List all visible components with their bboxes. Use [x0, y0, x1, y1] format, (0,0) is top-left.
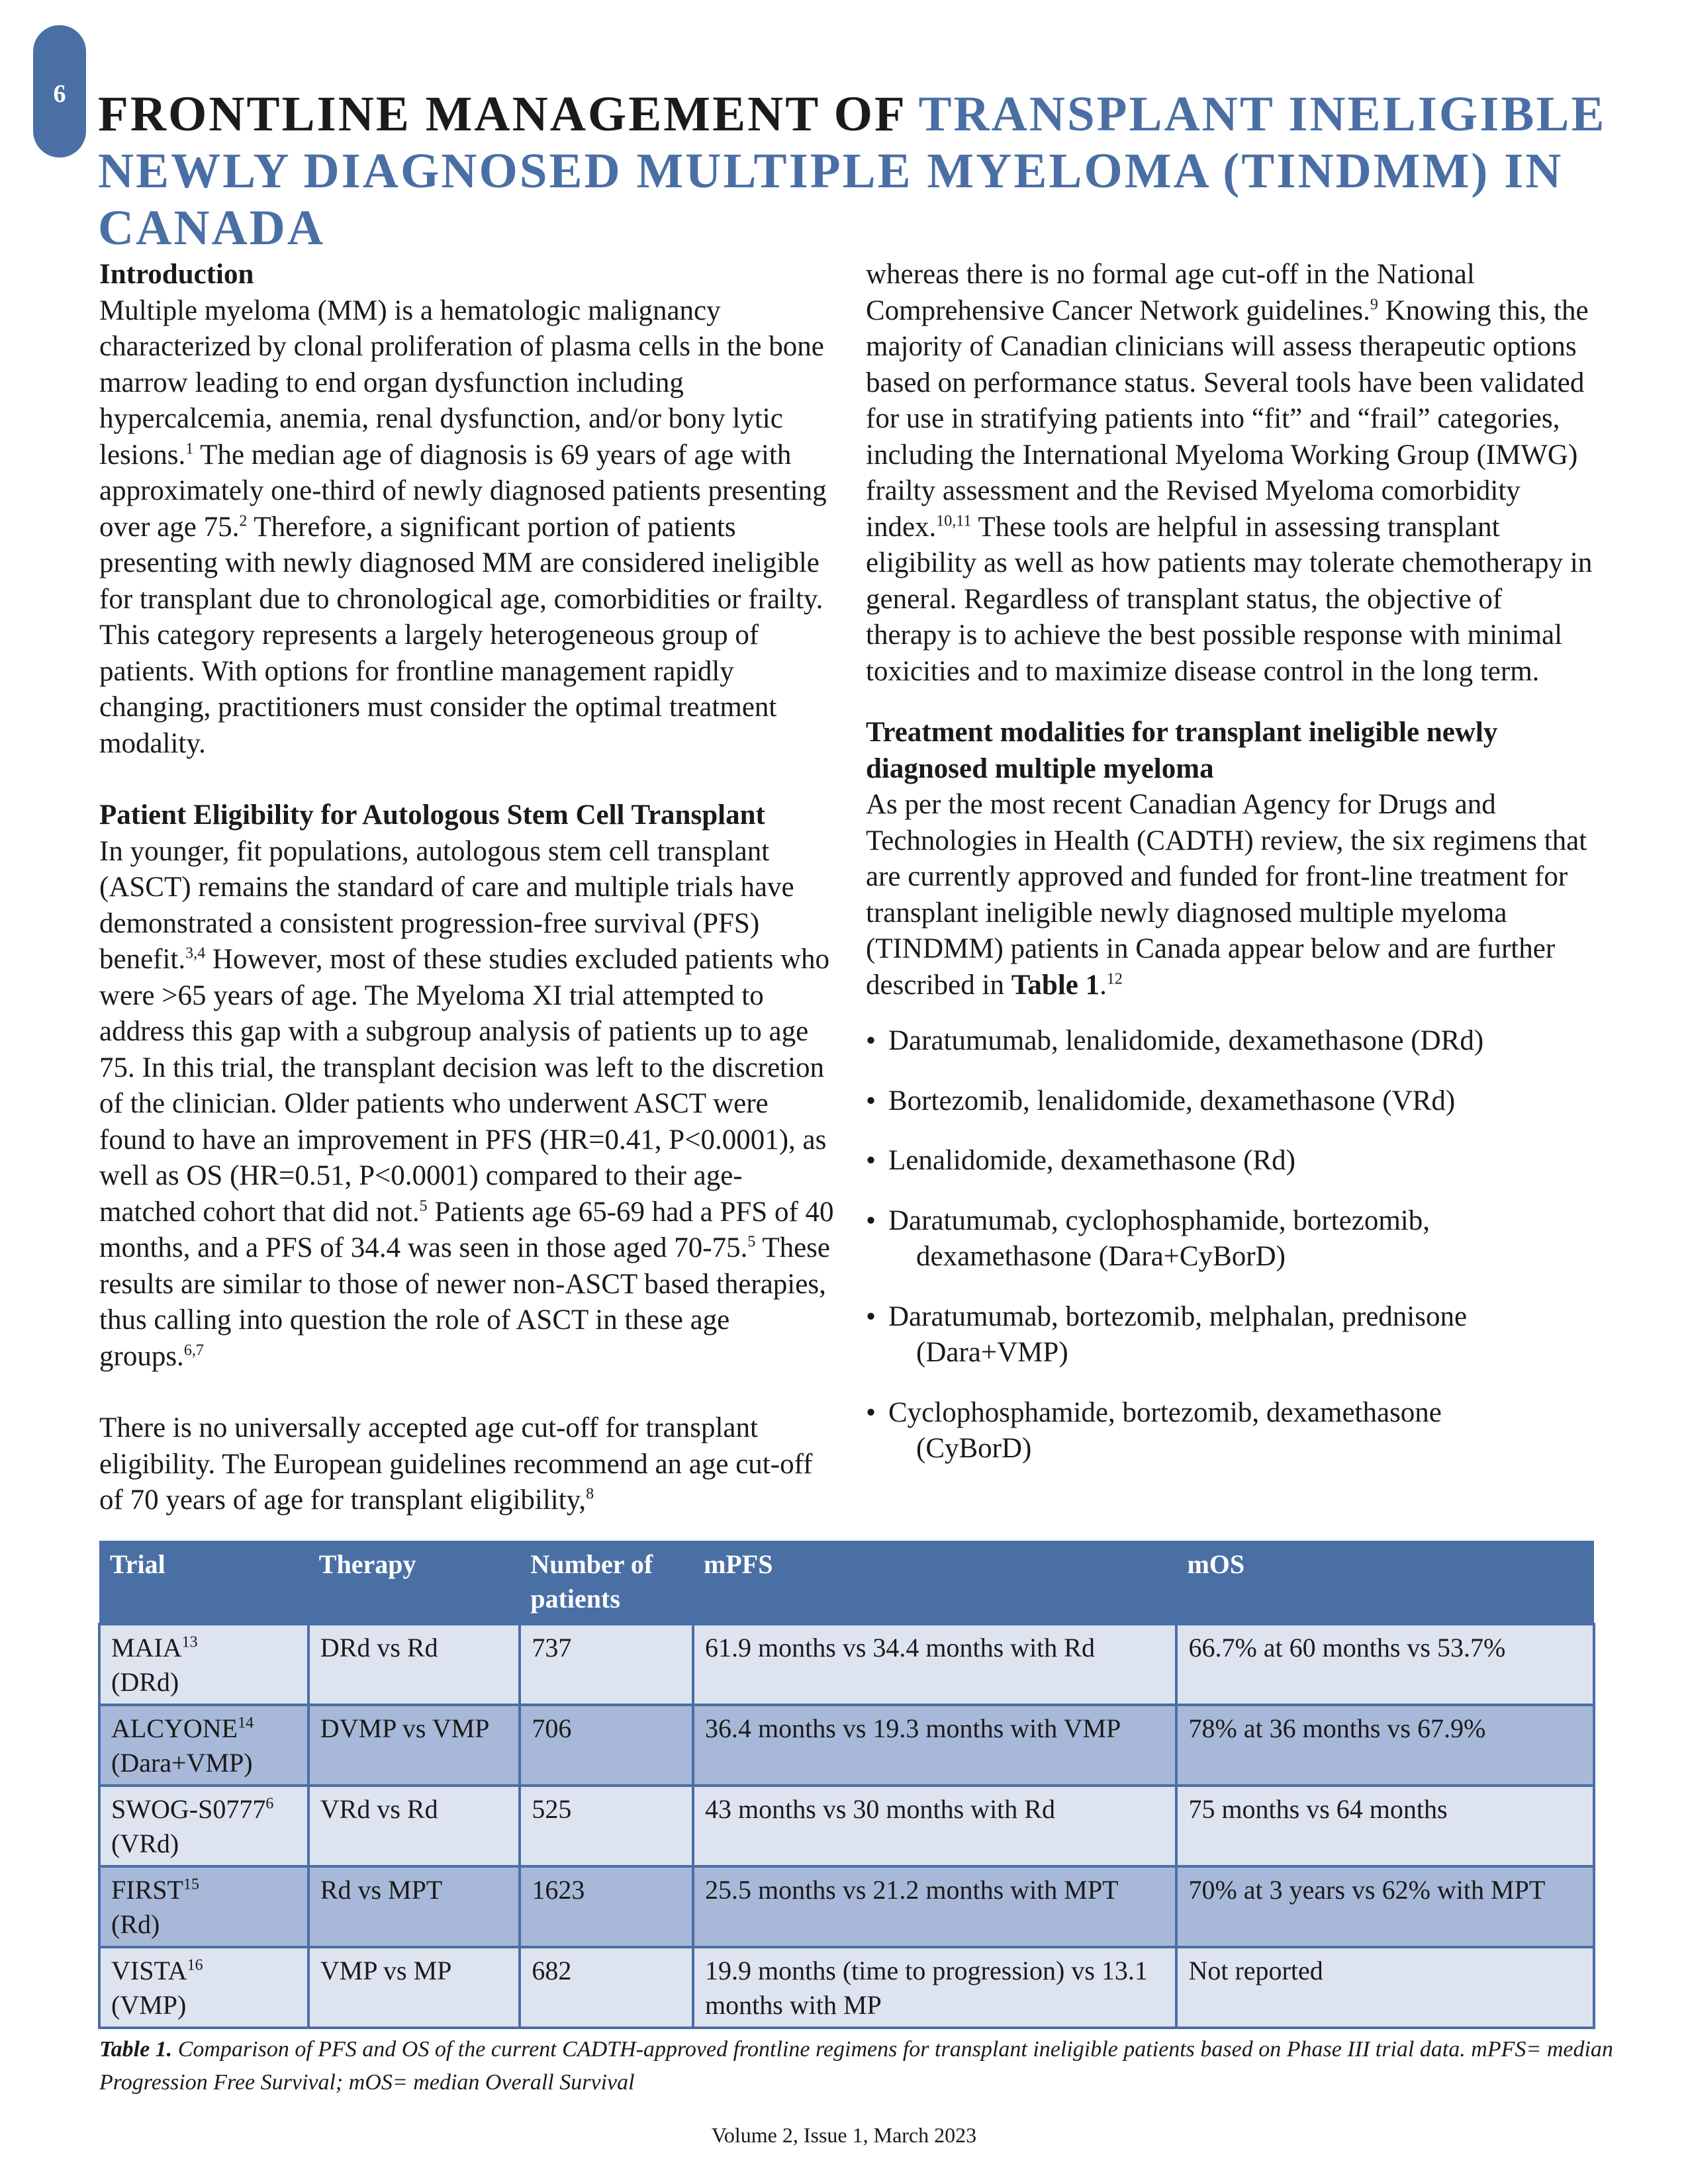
trial-comparison-table — [98, 1541, 1595, 2029]
trial-name: MAIA — [111, 1633, 182, 1662]
regimen-list-item — [866, 1395, 1594, 1467]
bullet-icon: • — [866, 1300, 876, 1332]
trial-name: FIRST — [111, 1875, 183, 1905]
eligibility-text-c: Patients age 65-69 had a PFS of 40 months, and a PFS of 34.4 was seen in those aged 70-75. — [99, 1196, 834, 1263]
cell-trial — [99, 1947, 308, 2028]
cell-trial — [99, 1866, 308, 1947]
trial-name: VISTA — [111, 1956, 187, 1985]
regimen-text: Daratumumab, bortezomib, melphalan, prednisone — [888, 1300, 1468, 1332]
table-header-row — [99, 1541, 1594, 1624]
intro-text-c: Therefore, a significant portion of patients presenting with newly diagnosed MM are considered ineligible for transplant due to chronological age, comorbidities or frailty. This category represents a largely heterogeneous group of patients. With options for frontline management rapidly changing, practitioners must consider the optimal treatment modality. — [99, 511, 823, 759]
trial-name: SWOG-S0777 — [111, 1794, 266, 1824]
cell-mos: Not reported — [1176, 1947, 1594, 2028]
header-mpfs: mPFS — [693, 1541, 1176, 1624]
citation: 10,11 — [936, 512, 972, 530]
modalities-paragraph — [866, 787, 1594, 1003]
cell-mpfs: 61.9 months vs 34.4 months with Rd — [693, 1624, 1176, 1705]
bullet-icon: • — [866, 1396, 876, 1428]
cell-number: 706 — [520, 1705, 693, 1786]
page-number: 6 — [53, 80, 66, 108]
cell-mos: 66.7% at 60 months vs 53.7% — [1176, 1624, 1594, 1705]
cell-trial — [99, 1705, 308, 1786]
intro-heading: Introduction — [99, 259, 254, 290]
citation: 2 — [239, 512, 248, 530]
regimen-text: Lenalidomide, dexamethasone (Rd) — [888, 1145, 1295, 1176]
citation: 16 — [187, 1956, 203, 1974]
cell-mos: 78% at 36 months vs 67.9% — [1176, 1705, 1594, 1786]
regimen-text: Daratumumab, cyclophosphamide, bortezomib, — [888, 1205, 1430, 1236]
regimen-list — [866, 1023, 1594, 1467]
cell-trial — [99, 1624, 308, 1705]
eligibility-paragraph-2-continued — [866, 257, 1594, 690]
trial-regimen: (Rd) — [111, 1909, 160, 1939]
header-trial: Trial — [99, 1541, 308, 1624]
regimen-list-item — [866, 1143, 1594, 1179]
modalities-text: As per the most recent Canadian Agency for Drugs and Technologies in Health (CADTH) review, the six regimens that are currently approved and funded for front-line treatment for transplant ineligible newly diagnosed multiple myeloma (TINDMM) patients in Canada appear below and are further described in — [866, 789, 1587, 1001]
eligibility-text-a: In younger, fit populations, autologous stem cell transplant (ASCT) remains the standard of care and multiple trials have demonstrated a consistent progression-free survival (PFS) benefit. — [99, 835, 794, 975]
intro-paragraph — [99, 293, 834, 762]
cell-mpfs: 36.4 months vs 19.3 months with VMP — [693, 1705, 1176, 1786]
cell-therapy: Rd vs MPT — [308, 1866, 520, 1947]
header-number-of-patients: Number of patients — [520, 1541, 693, 1624]
table-reference: Table 1 — [1011, 969, 1100, 1001]
citation: 8 — [586, 1485, 594, 1503]
cell-therapy: DVMP vs VMP — [308, 1705, 520, 1786]
cell-number: 525 — [520, 1786, 693, 1866]
citation: 12 — [1106, 970, 1123, 988]
table-caption — [99, 2033, 1622, 2099]
regimen-text: Daratumumab, lenalidomide, dexamethasone (DRd) — [888, 1025, 1484, 1056]
regimen-text-continued: dexamethasone (Dara+CyBorD) — [916, 1241, 1286, 1272]
citation: 6,7 — [183, 1342, 204, 1359]
trial-name: ALCYONE — [111, 1713, 238, 1743]
bullet-icon: • — [866, 1085, 876, 1116]
table-row — [99, 1624, 1594, 1705]
header-mos: mOS — [1176, 1541, 1594, 1624]
citation: 14 — [238, 1714, 254, 1732]
cell-mpfs: 43 months vs 30 months with Rd — [693, 1786, 1176, 1866]
table-row — [99, 1705, 1594, 1786]
cell-number: 1623 — [520, 1866, 693, 1947]
intro-text-b: The median age of diagnosis is 69 years of age with approximately one-third of newly diagnosed patients presenting over age 75. — [99, 439, 827, 543]
eligibility-text-p2a: There is no universally accepted age cut-off for transplant eligibility. The European guidelines recommend an age cut-off of 70 years of age for transplant eligibility, — [99, 1412, 813, 1516]
article-title — [98, 86, 1620, 257]
page-number-tab — [33, 25, 86, 158]
cell-trial — [99, 1786, 308, 1866]
regimen-list-item — [866, 1299, 1594, 1371]
regimen-text-continued: (Dara+VMP) — [916, 1337, 1068, 1368]
citation: 9 — [1370, 296, 1378, 314]
eligibility-paragraph-2-start — [99, 1410, 834, 1519]
left-column — [99, 257, 834, 1519]
regimen-text: Cyclophosphamide, bortezomib, dexamethasone — [888, 1396, 1442, 1428]
citation: 1 — [185, 440, 194, 458]
intro-text-a: Multiple myeloma (MM) is a hematologic malignancy characterized by clonal proliferation of plasma cells in the bone marrow leading to end organ dysfunction including hypercalcemia, anemia, renal dysfunction, and/or bony lytic lesions. — [99, 295, 824, 471]
citation: 5 — [747, 1233, 756, 1251]
page-footer: Volume 2, Issue 1, March 2023 — [711, 2123, 977, 2147]
title-blue-part: TRANSPLANT INELIGIBLE NEWLY DIAGNOSED MULTIPLE MYELOMA (TINDMM) IN CANADA — [98, 87, 1607, 255]
cell-mos: 75 months vs 64 months — [1176, 1786, 1594, 1866]
caption-text: Comparison of PFS and OS of the current CADTH-approved frontline regimens for transplant ineligible patients based on Phase III trial data. mPFS= median Progression Free Survival; mOS= median Overall Survival — [99, 2037, 1613, 2095]
cell-number: 737 — [520, 1624, 693, 1705]
modalities-heading: Treatment modalities for transplant ineligible newly diagnosed multiple myeloma — [866, 717, 1498, 784]
cell-mos: 70% at 3 years vs 62% with MPT — [1176, 1866, 1594, 1947]
bullet-icon: • — [866, 1025, 876, 1056]
trial-regimen: (DRd) — [111, 1667, 179, 1697]
bullet-icon: • — [866, 1145, 876, 1176]
regimen-text: Bortezomib, lenalidomide, dexamethasone (VRd) — [888, 1085, 1456, 1116]
eligibility-paragraph-1 — [99, 834, 834, 1375]
header-therapy: Therapy — [308, 1541, 520, 1624]
eligibility-heading: Patient Eligibility for Autologous Stem Cell Transplant — [99, 799, 765, 831]
cell-therapy: DRd vs Rd — [308, 1624, 520, 1705]
trial-regimen: (Dara+VMP) — [111, 1748, 253, 1778]
cell-therapy: VRd vs Rd — [308, 1786, 520, 1866]
bullet-icon: • — [866, 1205, 876, 1236]
citation: 13 — [181, 1633, 198, 1651]
table-row — [99, 1866, 1594, 1947]
cell-mpfs: 19.9 months (time to progression) vs 13.1 months with MP — [693, 1947, 1176, 2028]
citation: 15 — [183, 1876, 199, 1893]
eligibility-text-b: However, most of these studies excluded patients who were >65 years of age. The Myeloma XI trial attempted to address this gap with a subgroup analysis of patients up to age 75. In this trial, the transplant decision was left to the discretion of the clinician. Older patients who underwent ASCT were found to have an improvement in PFS (HR=0.41, P<0.0001), as well as OS (HR=0.51, P<0.0001) compared to their age-matched cohort that did not. — [99, 944, 830, 1228]
caption-label: Table 1. — [99, 2037, 173, 2062]
eligibility-text-p2b: whereas there is no formal age cut-off in the National Comprehensive Cancer Network guidelines. — [866, 259, 1475, 326]
citation: 3,4 — [185, 944, 206, 962]
cell-number: 682 — [520, 1947, 693, 2028]
regimen-list-item — [866, 1023, 1594, 1060]
eligibility-text-p2c: Knowing this, the majority of Canadian clinicians will assess therapeutic options based on performance status. Several tools have been validated for use in stratifying patients into “fit” and “frail” categories, including the International Myeloma Working Group (IMWG) frailty assessment and the Revised Myeloma comorbidity index. — [866, 295, 1589, 543]
trial-regimen: (VRd) — [111, 1829, 179, 1858]
trial-regimen: (VMP) — [111, 1990, 187, 2020]
regimen-list-item — [866, 1083, 1594, 1120]
eligibility-text-d: These results are similar to those of newer non-ASCT based therapies, thus calling into question the role of ASCT in these age groups. — [99, 1232, 830, 1372]
citation: 5 — [419, 1197, 428, 1215]
table-row — [99, 1786, 1594, 1866]
eligibility-text-p2d: These tools are helpful in assessing transplant eligibility as well as how patients may tolerate chemotherapy in general. Regardless of transplant status, the objective of therapy is to achieve the best possible response with minimal toxicities and to maximize disease control in the long term. — [866, 511, 1593, 687]
modalities-period: . — [1100, 969, 1107, 1001]
citation: 6 — [265, 1795, 274, 1813]
title-dark-part: FRONTLINE MANAGEMENT OF — [98, 87, 919, 142]
cell-therapy: VMP vs MP — [308, 1947, 520, 2028]
cell-mpfs: 25.5 months vs 21.2 months with MPT — [693, 1866, 1176, 1947]
right-column — [866, 257, 1594, 1491]
table-row — [99, 1947, 1594, 2028]
regimen-text-continued: (CyBorD) — [916, 1433, 1032, 1464]
regimen-list-item — [866, 1203, 1594, 1275]
